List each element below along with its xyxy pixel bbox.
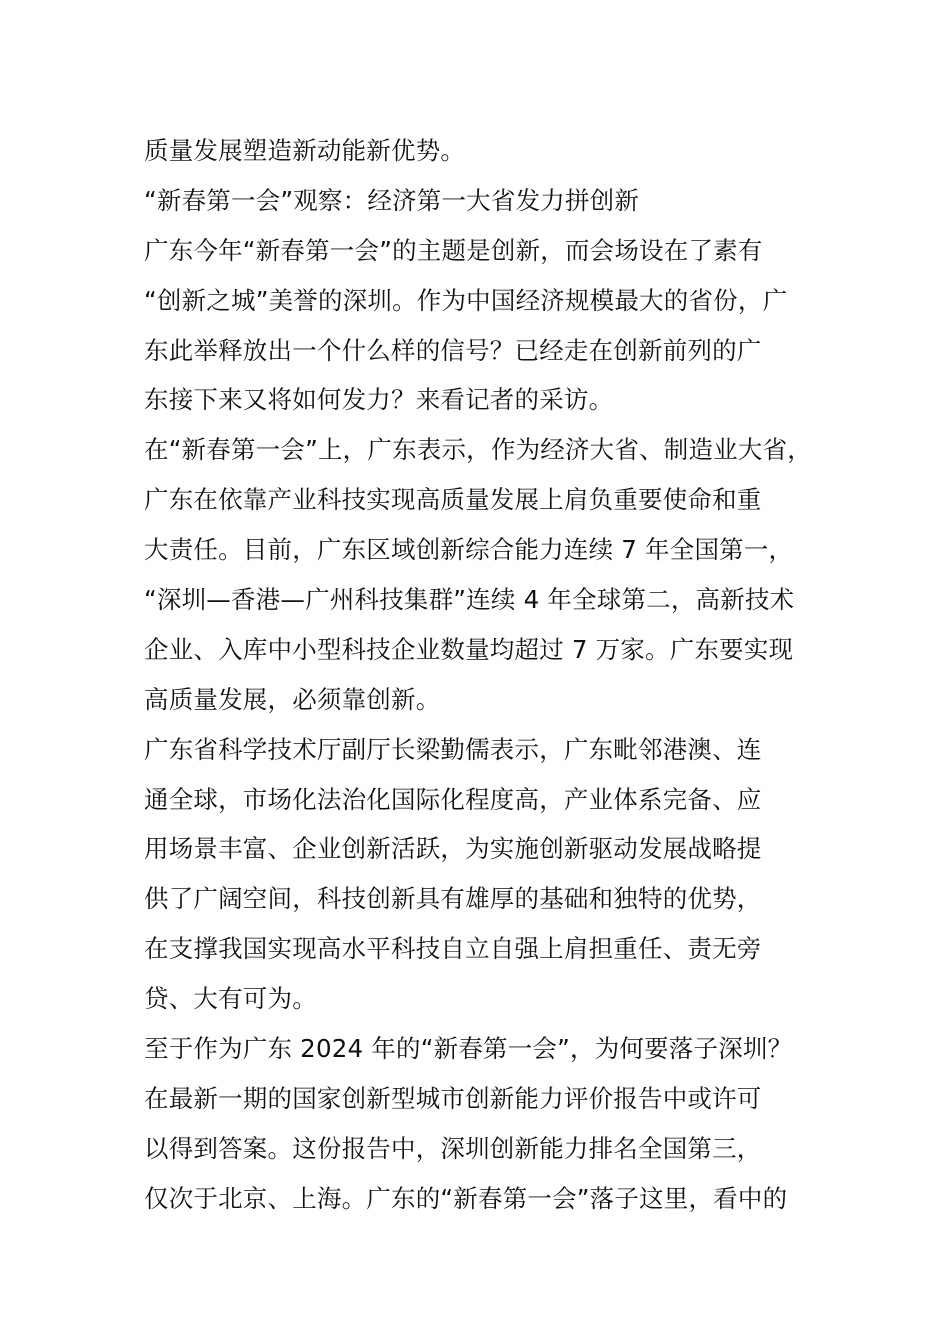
text-line: 高质量发展，必须靠创新。 (144, 684, 441, 714)
text-line: 质量发展塑造新动能新优势。 (144, 136, 466, 165)
text-line: 企业、入库中小型科技企业数量均超过 7 万家。广东要实现 (144, 634, 794, 664)
text-line: 在“新春第一会”上，广东表示，作为经济大省、制造业大省， (144, 435, 812, 465)
text-line: 东此举释放出一个什么样的信号？已经走在创新前列的广 (144, 335, 762, 365)
text-line: 广东省科学技术厅副厅长梁勤儒表示，广东毗邻港澳、连 (144, 734, 762, 764)
text-line: 仅次于北京、上海。广东的“新春第一会”落子这里，看中的 (144, 1183, 788, 1213)
text-line: 至于作为广东 2024 年的“新春第一会”，为何要落子深圳？ (144, 1034, 793, 1064)
article-body (144, 126, 834, 1224)
text-line: 在支撑我国实现高水平科技自立自强上肩担重任、责无旁 (144, 934, 762, 964)
text-line: 大责任。目前，广东区域创新综合能力连续 7 年全国第一， (144, 535, 794, 565)
text-line: 供了广阔空间，科技创新具有雄厚的基础和独特的优势， (144, 884, 762, 914)
text-line: 广东今年“新春第一会”的主题是创新，而会场设在了素有 (144, 235, 763, 265)
text-line: 广东在依靠产业科技实现高质量发展上肩负重要使命和重 (144, 485, 762, 515)
text-line: “深圳—香港—广州科技集群”连续 4 年全球第二，高新技术 (144, 585, 795, 615)
text-line: 用场景丰富、企业创新活跃，为实施创新驱动发展战略提 (144, 834, 762, 864)
text-line: 以得到答案。这份报告中，深圳创新能力排名全国第三， (144, 1133, 762, 1163)
text-line: “创新之城”美誉的深圳。作为中国经济规模最大的省份，广 (144, 285, 788, 315)
text-line: 贷、大有可为。 (144, 984, 317, 1014)
text-line: 在最新一期的国家创新型城市创新能力评价报告中或许可 (144, 1083, 762, 1113)
section-heading: “新春第一会”观察：经济第一大省发力拼创新 (144, 185, 640, 215)
text-line: 东接下来又将如何发力？来看记者的采访。 (144, 385, 614, 415)
text-line: 通全球，市场化法治化国际化程度高，产业体系完备、应 (144, 784, 762, 814)
